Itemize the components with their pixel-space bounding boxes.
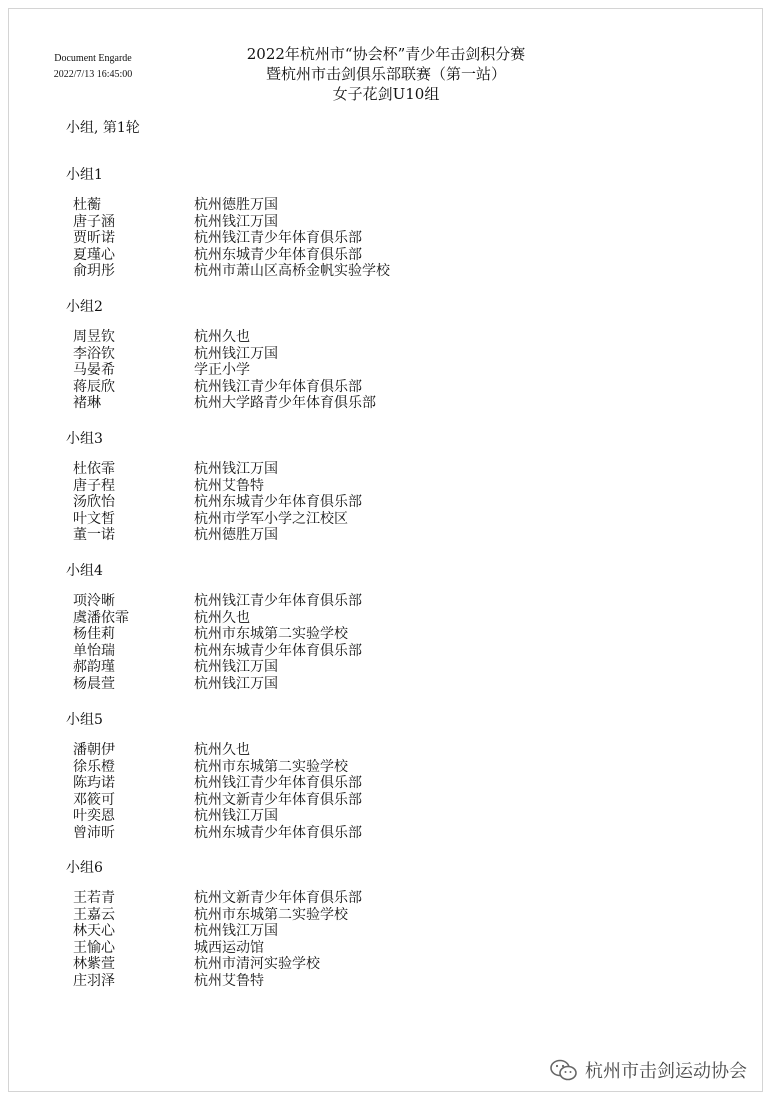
fencer-name: 郝韵瑾 [73, 659, 115, 675]
fencer-name: 单怡瑞 [73, 642, 115, 659]
fencer-club: 杭州艾鲁特 [194, 477, 264, 494]
fencer-name: 董一诺 [73, 527, 115, 543]
fencer-club: 杭州钱江青少年体育俱乐部 [194, 593, 362, 609]
fencer-name: 庄羽泽 [73, 972, 115, 989]
fencer-club: 杭州市萧山区高桥金帆实验学校 [194, 263, 390, 279]
pool-label: 小组5 [66, 712, 103, 728]
fencer-row [73, 494, 362, 511]
fencer-row [73, 379, 376, 396]
fencer-name: 汤欣怡 [73, 494, 115, 510]
fencer-name: 叶文皙 [73, 510, 115, 527]
fencer-club: 杭州东城青少年体育俱乐部 [194, 494, 362, 510]
fencer-name: 夏瑾心 [73, 246, 115, 263]
fencer-name: 李浴钦 [73, 345, 115, 362]
fencer-row [73, 792, 362, 809]
fencer-row [73, 263, 390, 280]
fencer-row [73, 478, 362, 495]
fencer-name: 林天心 [73, 923, 115, 939]
fencer-club: 杭州钱江万国 [194, 659, 278, 675]
fencer-name: 杨晨萱 [73, 675, 115, 692]
fencer-club: 杭州钱江万国 [194, 808, 278, 824]
fencer-club: 杭州久也 [194, 329, 250, 345]
fencer-club: 杭州市东城第二实验学校 [194, 758, 348, 775]
wechat-icon [549, 1058, 579, 1082]
fencer-row [73, 362, 376, 379]
pool-label: 小组1 [66, 167, 103, 183]
fencer-row [73, 214, 390, 231]
fencer-club: 杭州钱江万国 [194, 345, 278, 362]
fencer-club: 学正小学 [194, 362, 250, 378]
fencer-row [73, 907, 362, 924]
print-datetime: 2022/7/13 16:45:00 [53, 69, 133, 80]
fencer-club: 杭州德胜万国 [194, 527, 278, 543]
fencer-row [73, 197, 390, 214]
fencer-name: 马晏希 [73, 362, 115, 378]
fencer-club: 杭州钱江万国 [194, 461, 278, 477]
fencer-name: 王愉心 [73, 939, 115, 956]
fencer-name: 徐乐橙 [73, 758, 115, 775]
fencer-name: 王若青 [73, 890, 115, 906]
fencer-name: 王嘉云 [73, 906, 115, 923]
footer-brand [549, 1057, 747, 1083]
fencer-name: 杜依霏 [73, 461, 115, 477]
fencer-club: 杭州市清河实验学校 [194, 956, 320, 972]
fencer-club: 杭州市东城第二实验学校 [194, 626, 348, 642]
fencer-club: 杭州久也 [194, 742, 250, 758]
fencer-club: 杭州艾鲁特 [194, 972, 264, 989]
fencer-row [73, 461, 362, 478]
fencer-name: 唐子涵 [73, 213, 115, 230]
fencer-name: 杨佳莉 [73, 626, 115, 642]
fencer-name: 褚琳 [73, 395, 101, 411]
title-line-2: 暨杭州市击剑俱乐部联赛（第一站） [265, 65, 506, 83]
fencer-name: 邓筱可 [73, 791, 115, 808]
fencer-name: 周昱钦 [73, 329, 115, 345]
fencer-club: 杭州德胜万国 [194, 197, 278, 213]
fencer-club: 杭州东城青少年体育俱乐部 [194, 246, 362, 263]
fencer-name: 叶奕恩 [73, 808, 115, 824]
fencer-club: 杭州东城青少年体育俱乐部 [194, 642, 362, 659]
fencer-name: 曾沛昕 [73, 824, 115, 841]
fencer-row [73, 511, 362, 528]
fencer-name: 陈玙诺 [73, 775, 115, 791]
title-line-3: 女子花剑U10组 [332, 85, 440, 103]
fencer-row [73, 247, 390, 264]
pool-label: 小组4 [66, 563, 103, 579]
fencer-name: 唐子程 [73, 477, 115, 494]
fencer-name: 虞潘依霏 [73, 609, 129, 626]
fencer-name: 贾昕诺 [73, 230, 115, 246]
fencer-list [73, 890, 362, 989]
fencer-name: 潘朝伊 [73, 742, 115, 758]
footer-brand-text: 杭州市击剑运动协会 [585, 1061, 747, 1082]
fencer-row [73, 593, 362, 610]
fencer-name: 杜蘅 [73, 197, 101, 213]
fencer-row [73, 775, 362, 792]
fencer-club: 杭州文新青少年体育俱乐部 [194, 791, 362, 808]
fencer-row [73, 956, 362, 973]
fencer-list [73, 329, 376, 412]
fencer-row [73, 659, 362, 676]
fencer-club: 杭州大学路青少年体育俱乐部 [194, 395, 376, 411]
fencer-row [73, 923, 362, 940]
pool-label: 小组3 [66, 431, 103, 447]
fencer-row [73, 626, 362, 643]
fencer-row [73, 676, 362, 693]
document-title [160, 44, 612, 104]
document-meta [38, 51, 148, 83]
fencer-list [73, 742, 362, 841]
fencer-club: 杭州市东城第二实验学校 [194, 906, 348, 923]
fencer-name: 林紫萱 [73, 956, 115, 972]
round-label: 小组, 第1轮 [66, 120, 140, 136]
fencer-row [73, 940, 362, 957]
fencer-row [73, 395, 376, 412]
fencer-row [73, 808, 362, 825]
title-line-1: 2022年杭州市“协会杯”青少年击剑积分赛 [246, 45, 526, 63]
fencer-row [73, 527, 362, 544]
fencer-name: 俞玥彤 [73, 263, 115, 279]
fencer-club: 杭州久也 [194, 609, 250, 626]
fencer-club: 杭州东城青少年体育俱乐部 [194, 824, 362, 841]
fencer-name: 蒋辰欣 [73, 378, 115, 395]
fencer-list [73, 197, 390, 280]
fencer-club: 杭州钱江万国 [194, 675, 278, 692]
fencer-row [73, 610, 362, 627]
pool-label: 小组6 [66, 860, 103, 876]
pool-label: 小组2 [66, 299, 103, 315]
fencer-club: 杭州文新青少年体育俱乐部 [194, 890, 362, 906]
fencer-row [73, 759, 362, 776]
fencer-club: 杭州钱江万国 [194, 923, 278, 939]
fencer-row [73, 973, 362, 990]
fencer-club: 杭州市学军小学之江校区 [194, 510, 348, 527]
fencer-list [73, 593, 362, 692]
fencer-row [73, 643, 362, 660]
fencer-name: 项泠晰 [73, 593, 115, 609]
fencer-club: 杭州钱江青少年体育俱乐部 [194, 378, 362, 395]
fencer-row [73, 346, 376, 363]
fencer-row [73, 230, 390, 247]
fencer-list [73, 461, 362, 544]
fencer-club: 杭州钱江青少年体育俱乐部 [194, 230, 362, 246]
fencer-club: 城西运动馆 [194, 939, 264, 956]
fencer-row [73, 742, 362, 759]
software-name: Document Engarde [54, 53, 132, 64]
fencer-row [73, 890, 362, 907]
fencer-club: 杭州钱江青少年体育俱乐部 [194, 775, 362, 791]
fencer-row [73, 329, 376, 346]
fencer-row [73, 825, 362, 842]
fencer-club: 杭州钱江万国 [194, 213, 278, 230]
